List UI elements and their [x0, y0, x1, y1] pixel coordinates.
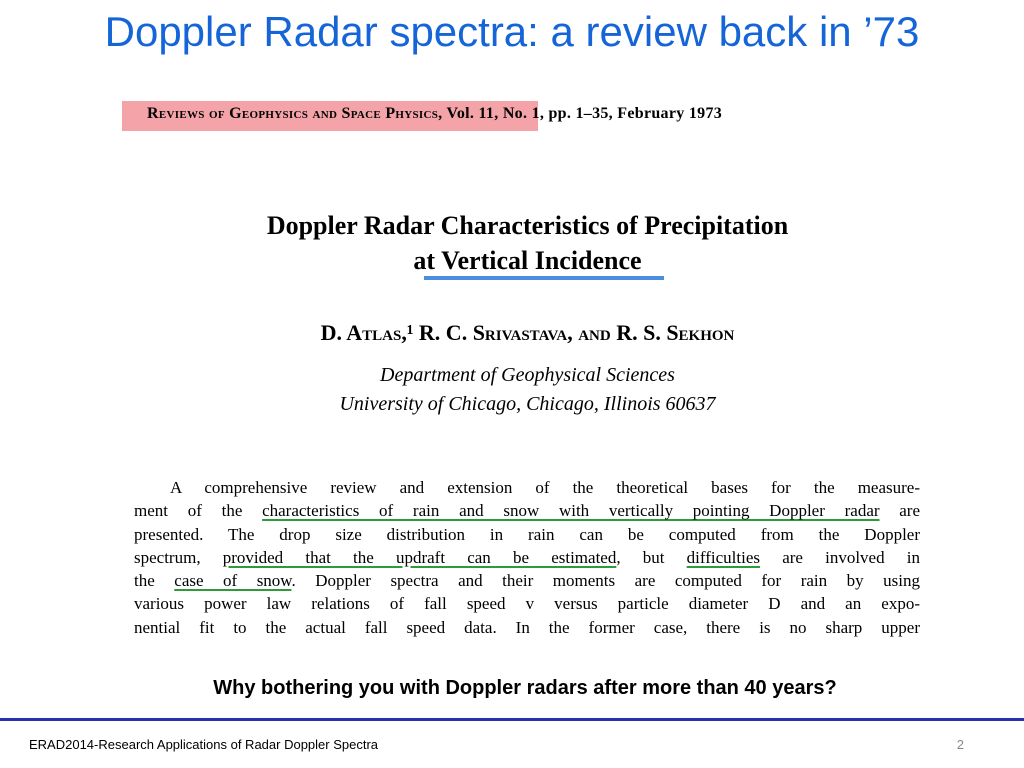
journal-volume: , Vol. 11, No. 1, pp. 1–35, February 1973: [438, 105, 723, 122]
abstract-line: nential fit to the actual fall speed data. In the former case, there is no sharp upper: [134, 617, 920, 637]
paper-title-line2: at Vertical Incidence: [413, 246, 642, 275]
abstract-line: ment of the characteristics of rain and snow with vertically pointing Doppler radar are: [134, 501, 921, 521]
highlight-underline: case of snow: [174, 571, 292, 591]
affiliation-department: Department of Geophysical Sciences: [380, 364, 675, 386]
journal-citation: [147, 105, 927, 123]
footer-text: ERAD2014-Research Applications of Radar Doppler Spectra: [29, 737, 379, 752]
abstract-line: spectrum, provided that the updraft can be estimated, but difficulties are involved in: [134, 547, 920, 567]
highlight-underline: difficulties: [686, 547, 761, 567]
title-underline: [424, 276, 664, 280]
paper-title-line1: Doppler Radar Characteristics of Precipitation: [266, 211, 789, 240]
page-number: 2: [956, 737, 964, 752]
paper-authors: D. Atlas,¹ R. C. Srivastava, and R. S. Sekhon: [320, 320, 735, 345]
highlight-underline: provided that the updraft can be estimated: [222, 547, 617, 567]
abstract-line: various power law relations of fall speed v versus particle diameter D and an expo-: [134, 594, 920, 614]
paper-abstract: [134, 476, 920, 639]
abstract-line: A comprehensive review and extension of the theoretical bases for the measure-: [170, 478, 920, 497]
paper-title: [150, 208, 905, 278]
footer-divider: [0, 718, 1024, 721]
abstract-line: presented. The drop size distribution in rain can be computed from the Doppler: [134, 524, 920, 544]
highlight-underline: characteristics of rain and snow with vertically pointing Doppler radar: [262, 501, 880, 521]
journal-name: Reviews of Geophysics and Space Physics: [147, 105, 439, 122]
affiliation-university: University of Chicago, Chicago, Illinois 60637: [339, 393, 716, 415]
abstract-line: the case of snow. Doppler spectra and their moments are computed for rain by using: [134, 571, 920, 591]
slide-question: Why bothering you with Doppler radars after more than 40 years?: [213, 677, 837, 699]
slide-title: Doppler Radar spectra: a review back in ’73: [104, 8, 920, 55]
